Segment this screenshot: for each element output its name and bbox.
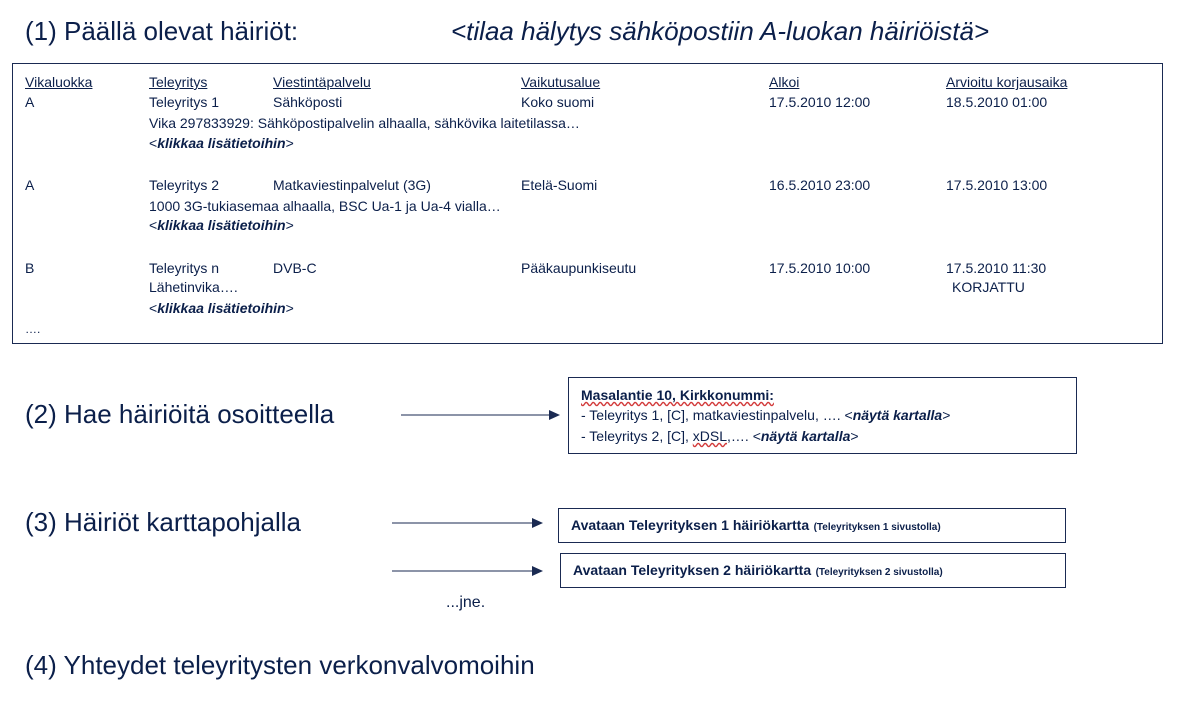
fault-area: Etelä-Suomi [521,177,598,193]
active-faults-table [12,63,1163,344]
angle-close: > [285,300,294,316]
result-text: - Teleyritys 1, [C], matkaviestinpalvelu, …. [581,407,845,423]
more-info-link-text[interactable]: klikkaa lisätietoihin [157,300,286,316]
open-map-button-operator-1[interactable] [558,508,1066,543]
section-1-heading: (1) Päällä olevat häiriöt: [25,16,299,46]
fault-operator: Teleyritys n [149,260,220,276]
fault-estimate: 17.5.2010 11:30 [946,260,1047,276]
angle-open: < [149,300,158,316]
address-result-row [581,427,859,445]
fault-estimate: 17.5.2010 13:00 [946,177,1048,193]
fault-description: Vika 297833929: Sähköpostipalvelin alhaalla, sähkövika laitetilassa… [149,115,580,131]
fault-operator: Teleyritys 1 [149,94,220,110]
angle-open: < [149,135,158,151]
fault-service: DVB-C [273,260,317,276]
open-map-label: Avataan Teleyrityksen 2 häiriökartta [573,562,812,578]
more-info-link[interactable] [149,134,294,152]
fault-operator: Teleyritys 2 [149,177,220,193]
result-text: - Teleyritys 2, [C], [581,428,693,444]
result-text-tail: ,…. [727,428,753,444]
open-map-label: Avataan Teleyrityksen 1 häiriökartta [571,517,810,533]
show-on-map-link[interactable]: näytä kartalla [760,428,851,444]
angle-open: < [844,407,853,423]
fault-service: Matkaviestinpalvelut (3G) [273,177,431,193]
section-4-heading: (4) Yhteydet teleyritysten verkonvalvomoihin [25,650,535,680]
column-header-operator[interactable]: Teleyritys [149,74,208,90]
more-faults-ellipsis: …. [25,322,41,336]
fault-started: 17.5.2010 12:00 [769,94,871,110]
address-title [581,386,774,404]
and-so-on-text: ...jne. [446,594,486,611]
subscribe-alert-link[interactable]: <tilaa hälytys sähköpostiin A-luokan häiriöistä> [451,16,990,46]
section-2-heading: (2) Hae häiriöitä osoitteella [25,399,335,429]
fault-estimate: 18.5.2010 01:00 [946,94,1048,110]
more-info-link-text[interactable]: klikkaa lisätietoihin [157,135,286,151]
address-result-row [581,406,950,424]
fault-status: KORJATTU [952,279,1025,295]
arrow-icon [401,409,561,421]
fault-started: 17.5.2010 10:00 [769,260,871,276]
column-header-started[interactable]: Alkoi [769,74,800,90]
arrow-icon [392,565,544,577]
open-map-note: (Teleyrityksen 1 sivustolla) [813,522,941,533]
section-3-heading: (3) Häiriöt karttapohjalla [25,507,302,537]
address-search-results [568,377,1077,454]
fault-description: 1000 3G-tukiasemaa alhaalla, BSC Ua-1 ja Ua-4 vialla… [149,198,501,214]
angle-close: > [942,407,951,423]
open-map-button-operator-2[interactable] [560,553,1066,588]
column-header-estimate[interactable]: Arvioitu korjausaika [946,74,1068,90]
angle-open: < [149,217,158,233]
fault-class: B [25,260,35,276]
angle-open: < [752,428,761,444]
angle-close: > [285,217,294,233]
fault-started: 16.5.2010 23:00 [769,177,871,193]
column-header-class[interactable]: Vikaluokka [25,74,93,90]
fault-class: A [25,94,35,110]
open-map-note: (Teleyrityksen 2 sivustolla) [815,567,943,578]
fault-class: A [25,177,35,193]
fault-area: Koko suomi [521,94,595,110]
address-title-text: Masalantie 10, Kirkkonummi: [581,387,774,403]
more-info-link-text[interactable]: klikkaa lisätietoihin [157,217,286,233]
arrow-icon [392,517,544,529]
more-info-link[interactable] [149,299,294,317]
result-text-service: xDSL [692,428,728,444]
fault-service: Sähköposti [273,94,343,110]
angle-close: > [850,428,859,444]
column-header-service[interactable]: Viestintäpalvelu [273,74,371,90]
column-header-area[interactable]: Vaikutusalue [521,74,601,90]
more-info-link[interactable] [149,216,294,234]
fault-description: Lähetinvika…. [149,279,238,295]
angle-close: > [285,135,294,151]
show-on-map-link[interactable]: näytä kartalla [852,407,943,423]
fault-area: Pääkaupunkiseutu [521,260,637,276]
